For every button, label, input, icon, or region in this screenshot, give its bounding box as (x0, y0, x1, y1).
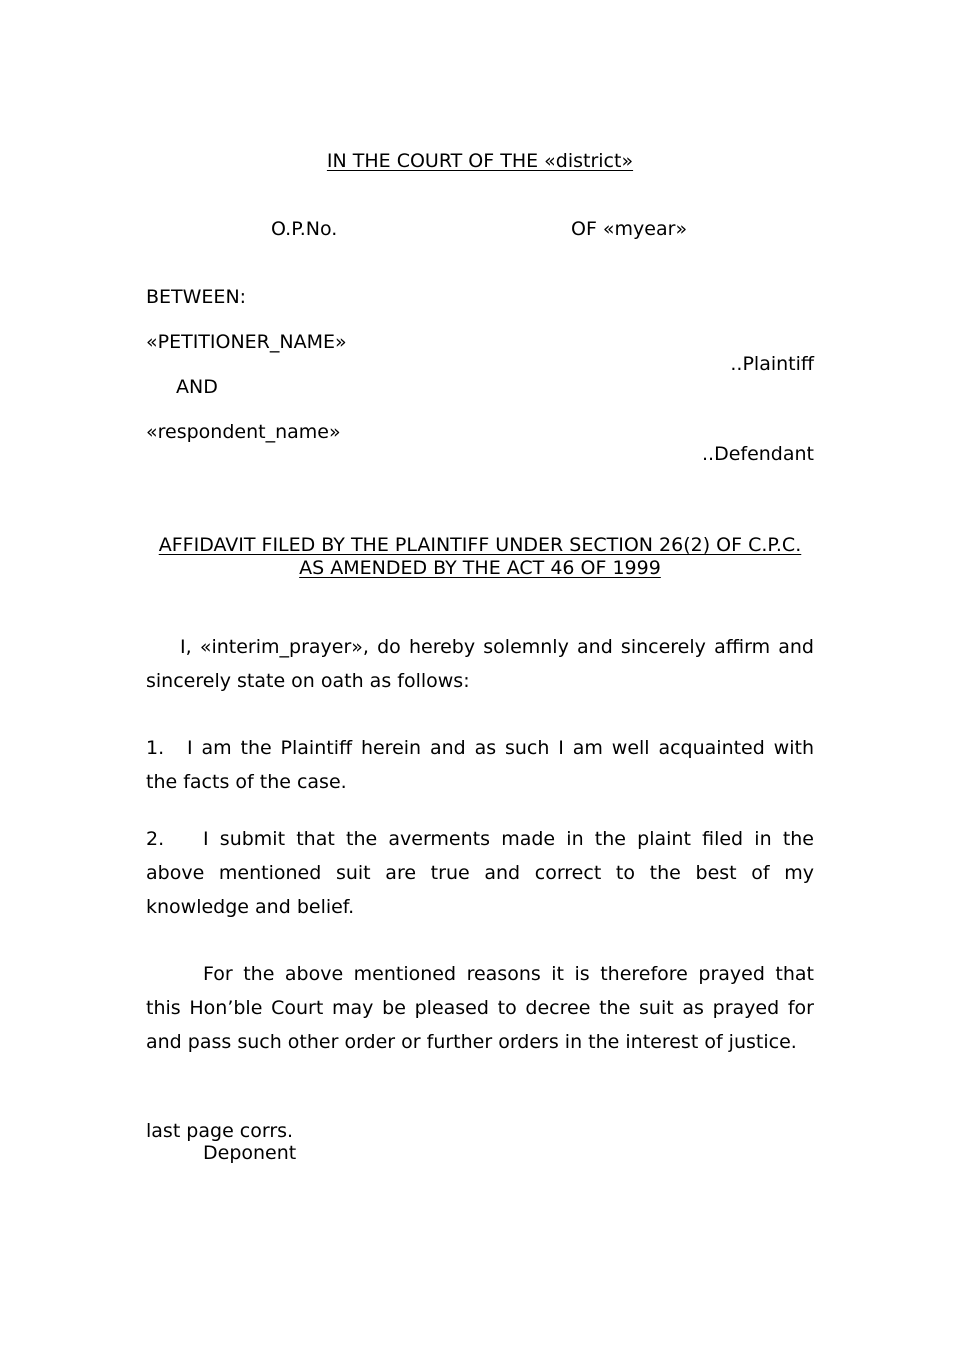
affidavit-title-line-1: AFFIDAVIT FILED BY THE PLAINTIFF UNDER SECTION 26(2) OF C.P.C. (158, 534, 802, 556)
petitioner-name: «PETITIONER_NAME» (146, 331, 347, 353)
deponent-label: Deponent (203, 1142, 297, 1164)
item-1-number: 1. (146, 737, 165, 759)
case-year: OF «myear» (571, 218, 688, 240)
plaintiff-role: ..Plaintiff (730, 353, 814, 375)
defendant-role: ..Defendant (701, 443, 814, 465)
numbered-item-1 (146, 731, 814, 799)
numbered-item-2 (146, 822, 814, 924)
last-page-note: last page corrs. (146, 1120, 294, 1142)
op-number: O.P.No. (271, 218, 338, 240)
prayer-paragraph: For the above mentioned reasons it is therefore prayed that this Hon’ble Court may be pleased to decree the suit as prayed for and pass such other order or further orders in the interest of justice. (146, 963, 814, 1053)
item-1-text: I am the Plaintiff herein and as such I am well acquainted with the facts of the case. (146, 737, 814, 793)
affidavit-title-line-2: AS AMENDED BY THE ACT 46 OF 1999 (299, 557, 661, 579)
intro-paragraph: I, «interim_prayer», do hereby solemnly and sincerely affirm and sincerely state on oath as follows: (146, 636, 814, 692)
and-label: AND (176, 376, 218, 398)
court-heading: IN THE COURT OF THE «district» (326, 150, 634, 172)
item-2-number: 2. (146, 828, 165, 850)
between-label: BETWEEN: (146, 286, 247, 308)
respondent-name: «respondent_name» (146, 421, 341, 443)
item-2-text: I submit that the averments made in the plaint filed in the above mentioned suit are true and correct to the best of my knowledge and belief. (146, 828, 814, 918)
